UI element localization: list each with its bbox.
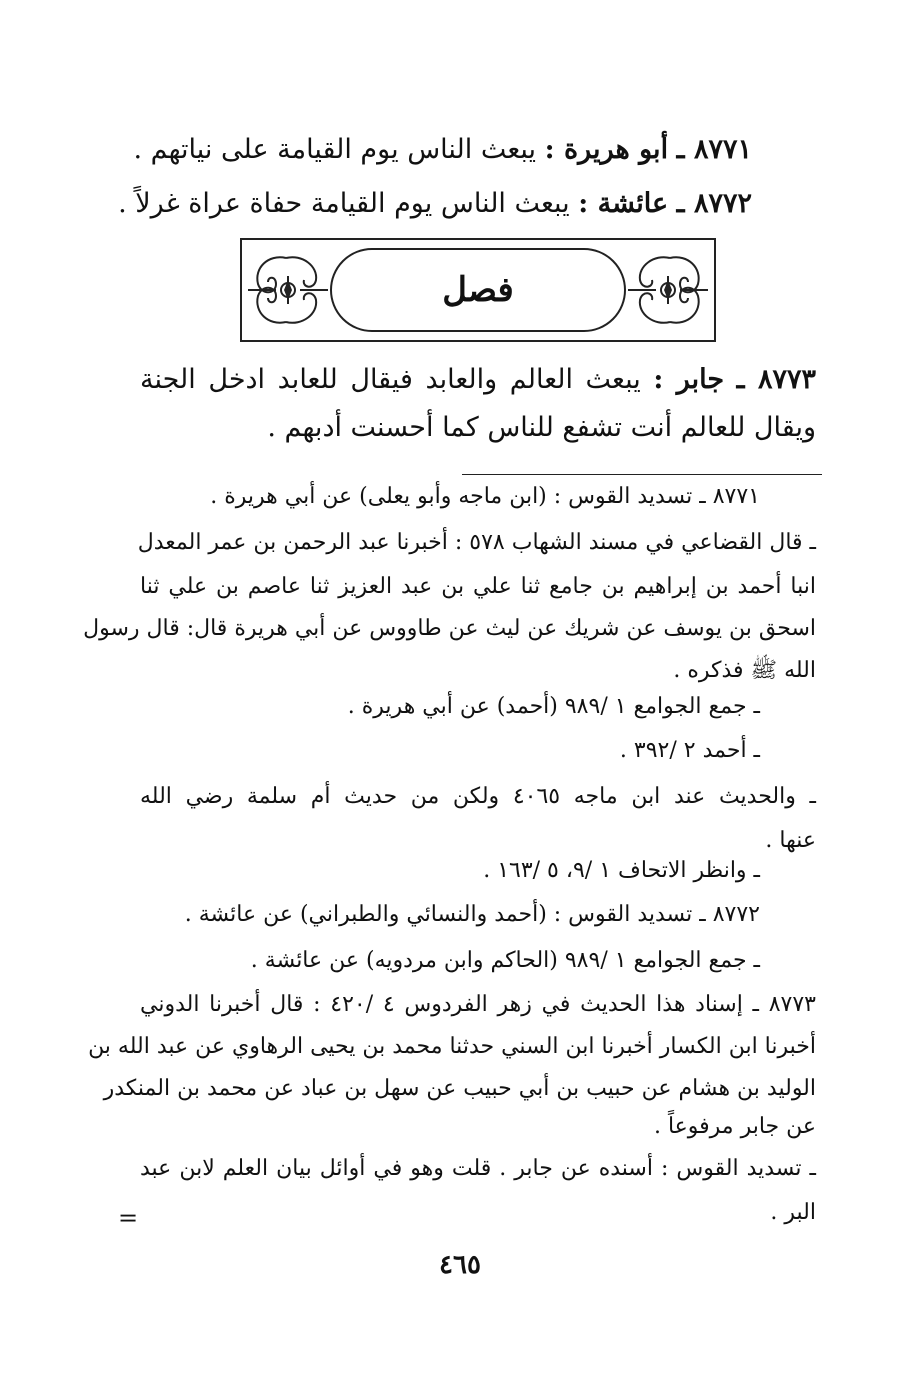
hadith-8773 — [140, 364, 816, 395]
section-title-frame — [330, 248, 626, 332]
footnote-line: اسحق بن يوسف عن شريك عن ليث عن طاووس عن أبي هريرة قال: قال رسول — [83, 616, 816, 641]
hadith-narrator: عائشة : — [578, 188, 669, 219]
footnote-line: أخبرنا ابن الكسار أخبرنا ابن السني حدثنا محمد بن يحيى الرهاوي عن عبد الله بن — [88, 1034, 816, 1059]
section-banner — [240, 238, 716, 342]
footnote-line: ـ جمع الجوامع ١ /٩٨٩ (أحمد) عن أبي هريرة . — [347, 694, 760, 719]
continuation-mark: = — [118, 1204, 139, 1232]
hadith-narrator: جابر : — [653, 364, 725, 395]
footnote-line: الوليد بن هشام عن حبيب بن أبي حبيب عن سهل بن عباد عن محمد بن المنكدر — [103, 1076, 816, 1101]
hadith-8771 — [133, 134, 752, 165]
footnote-line: ٨٧٧٣ ـ إسناد هذا الحديث في زهر الفردوس ٤ /٤٢٠ : قال أخبرنا الدوني — [140, 992, 816, 1017]
hadith-number: ٨٧٧٣ ـ — [736, 364, 816, 395]
footnote-line: ٨٧٧١ ـ تسديد القوس : (ابن ماجه وأبو يعلى) عن أبي هريرة . — [210, 484, 760, 509]
hadith-number: ٨٧٧٢ ـ — [676, 188, 752, 219]
ornament-icon — [246, 250, 330, 330]
hadith-8773-continued: ويقال للعالم أنت تشفع للناس كما أحسنت أدبهم . — [267, 412, 816, 443]
footnote-line: ٨٧٧٢ ـ تسديد القوس : (أحمد والنسائي والطبراني) عن عائشة . — [184, 902, 760, 927]
footnote-line: انبا أحمد بن إبراهيم بن جامع ثنا علي بن عبد العزيز ثنا عاصم بن علي ثنا — [140, 574, 816, 599]
page-number: ٤٦٥ — [439, 1250, 481, 1280]
footnote-line: ـ قال القضاعي في مسند الشهاب ٥٧٨ : أخبرنا عبد الرحمن بن عمر المعدل — [137, 530, 816, 555]
hadith-text: يبعث الناس يوم القيامة على نياتهم . — [133, 134, 537, 165]
footnote-line: ـ وانظر الاتحاف ١ /٩، ٥ /١٦٣ . — [483, 858, 760, 883]
footnote-line: عنها . — [765, 828, 816, 853]
footnote-line: ـ أحمد ٢ /٣٩٢ . — [619, 738, 760, 763]
hadith-8772 — [118, 188, 752, 219]
footnote-divider — [462, 474, 822, 475]
footnote-line: البر . — [770, 1200, 816, 1225]
footnote-line: ـ تسديد القوس : أسنده عن جابر . قلت وهو في أوائل بيان العلم لابن عبد — [140, 1156, 816, 1181]
hadith-text: يبعث الناس يوم القيامة حفاة عراة غرلاً . — [118, 188, 570, 219]
footnote-line: عن جابر مرفوعاً . — [653, 1114, 816, 1139]
section-title: فصل — [442, 270, 514, 310]
ornament-icon — [626, 250, 710, 330]
footnote-line: الله ﷺ فذكره . — [673, 658, 816, 683]
footnote-line: ـ جمع الجوامع ١ /٩٨٩ (الحاكم وابن مردويه) عن عائشة . — [250, 948, 760, 973]
footnote-line: ـ والحديث عند ابن ماجه ٤٠٦٥ ولكن من حديث أم سلمة رضي الله — [140, 784, 816, 809]
hadith-narrator: أبو هريرة : — [544, 134, 669, 165]
hadith-text: يبعث العالم والعابد فيقال للعابد ادخل الجنة — [140, 364, 641, 395]
hadith-number: ٨٧٧١ ـ — [676, 134, 752, 165]
